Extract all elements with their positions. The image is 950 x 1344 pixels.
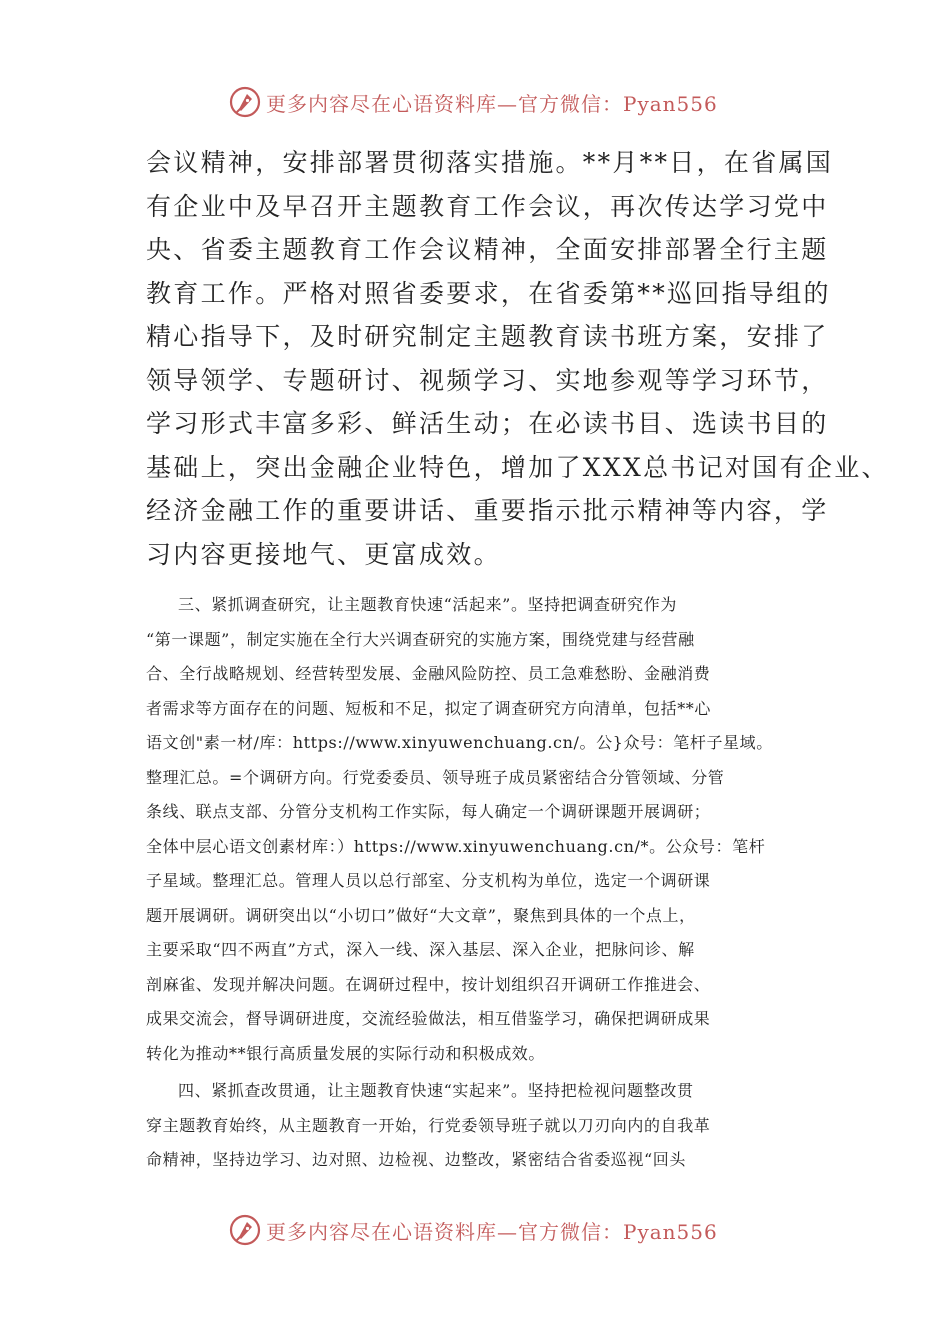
text-line: 命精神，坚持边学习、边对照、边检视、边整改，紧密结合省委巡视“回头 xyxy=(146,1150,686,1169)
text-line: 成果交流会，督导调研进度，交流经验做法，相互借鉴学习，确保把调研成果 xyxy=(146,1009,711,1028)
text-line: 经济金融工作的重要讲话、重要指示批示精神等内容，学 xyxy=(146,496,829,525)
fountain-pen-nib-icon xyxy=(228,85,262,119)
text-line: “第一课题”，制定实施在全行大兴调查研究的实施方案，围绕党建与经营融 xyxy=(146,629,695,649)
text-line: 会议精神，安排部署贯彻落实措施。**月**日，在省属国 xyxy=(146,148,834,177)
text-line: 剖麻雀、发现并解决问题。在调研过程中，按计划组织召开调研工作推进会、 xyxy=(146,974,711,994)
paragraph-four xyxy=(146,1074,816,1178)
fountain-pen-nib-icon xyxy=(228,1213,262,1247)
watermark-banner-top xyxy=(228,82,728,122)
text-line: 习内容更接地气、更富成效。 xyxy=(146,539,501,569)
text-line: 精心指导下，及时研究制定主题教育读书班方案，安排了 xyxy=(146,322,829,351)
continued-paragraph xyxy=(146,141,889,576)
text-line: 合、全行战略规划、经营转型发展、金融风险防控、员工急难愁盼、金融消费 xyxy=(146,664,711,683)
text-line: 领导领学、专题研讨、视频学习、实地参观等学习环节， xyxy=(146,365,829,395)
paragraph-three xyxy=(146,588,816,1071)
text-line: 全体中层心语文创素材库：）https://www.xinyuwenchuang.cn/*。公众号：笔杆 xyxy=(146,836,766,856)
watermark-text: 更多内容尽在心语资料库—官方微信：Pyan556 xyxy=(266,1219,718,1244)
text-line: 学习形式丰富多彩、鲜活生动；在必读书目、选读书目的 xyxy=(146,409,829,438)
text-line: 转化为推动**银行高质量发展的实际行动和积极成效。 xyxy=(146,1043,546,1063)
text-line: 基础上，突出金融企业特色，增加了XXX总书记对国有企业、 xyxy=(146,452,889,482)
text-line: 穿主题教育始终，从主题教育一开始，行党委领导班子就以刀刃向内的自我革 xyxy=(146,1115,711,1135)
text-line: 题开展调研。调研突出以“小切口”做好“大文章”，聚焦到具体的一个点上， xyxy=(146,905,696,925)
text-line: 者需求等方面存在的问题、短板和不足，拟定了调查研究方向清单，包括**心 xyxy=(146,698,712,718)
text-line: 整理汇总。=个调研方向。行党委委员、领导班子成员紧密结合分管领域、分管 xyxy=(146,767,725,787)
watermark-text: 更多内容尽在心语资料库—官方微信：Pyan556 xyxy=(266,91,718,116)
text-line: 有企业中及早召开主题教育工作会议，再次传达学习党中 xyxy=(146,191,829,221)
watermark-banner-bottom xyxy=(228,1210,728,1250)
text-line: 教育工作。严格对照省委要求，在省委第**巡回指导组的 xyxy=(146,278,831,308)
text-line: 央、省委主题教育工作会议精神，全面安排部署全行主题 xyxy=(146,235,829,264)
text-line: 条线、联点支部、分管分支机构工作实际，每人确定一个调研课题开展调研； xyxy=(146,802,711,821)
text-line: 子星域。整理汇总。管理人员以总行部室、分支机构为单位，选定一个调研课 xyxy=(146,871,711,890)
text-line: 四、紧抓查改贯通，让主题教育快速“实起来”。坚持把检视问题整改贯 xyxy=(178,1081,694,1100)
text-line: 主要采取“四不两直”方式，深入一线、深入基层、深入企业，把脉问诊、解 xyxy=(146,940,695,959)
text-line: 三、紧抓调查研究，让主题教育快速“活起来”。坚持把调查研究作为 xyxy=(178,595,677,614)
text-line: 语文创"素一材/库：https://www.xinyuwenchuang.cn/。公}众号：笔杆子星域。 xyxy=(146,733,773,752)
